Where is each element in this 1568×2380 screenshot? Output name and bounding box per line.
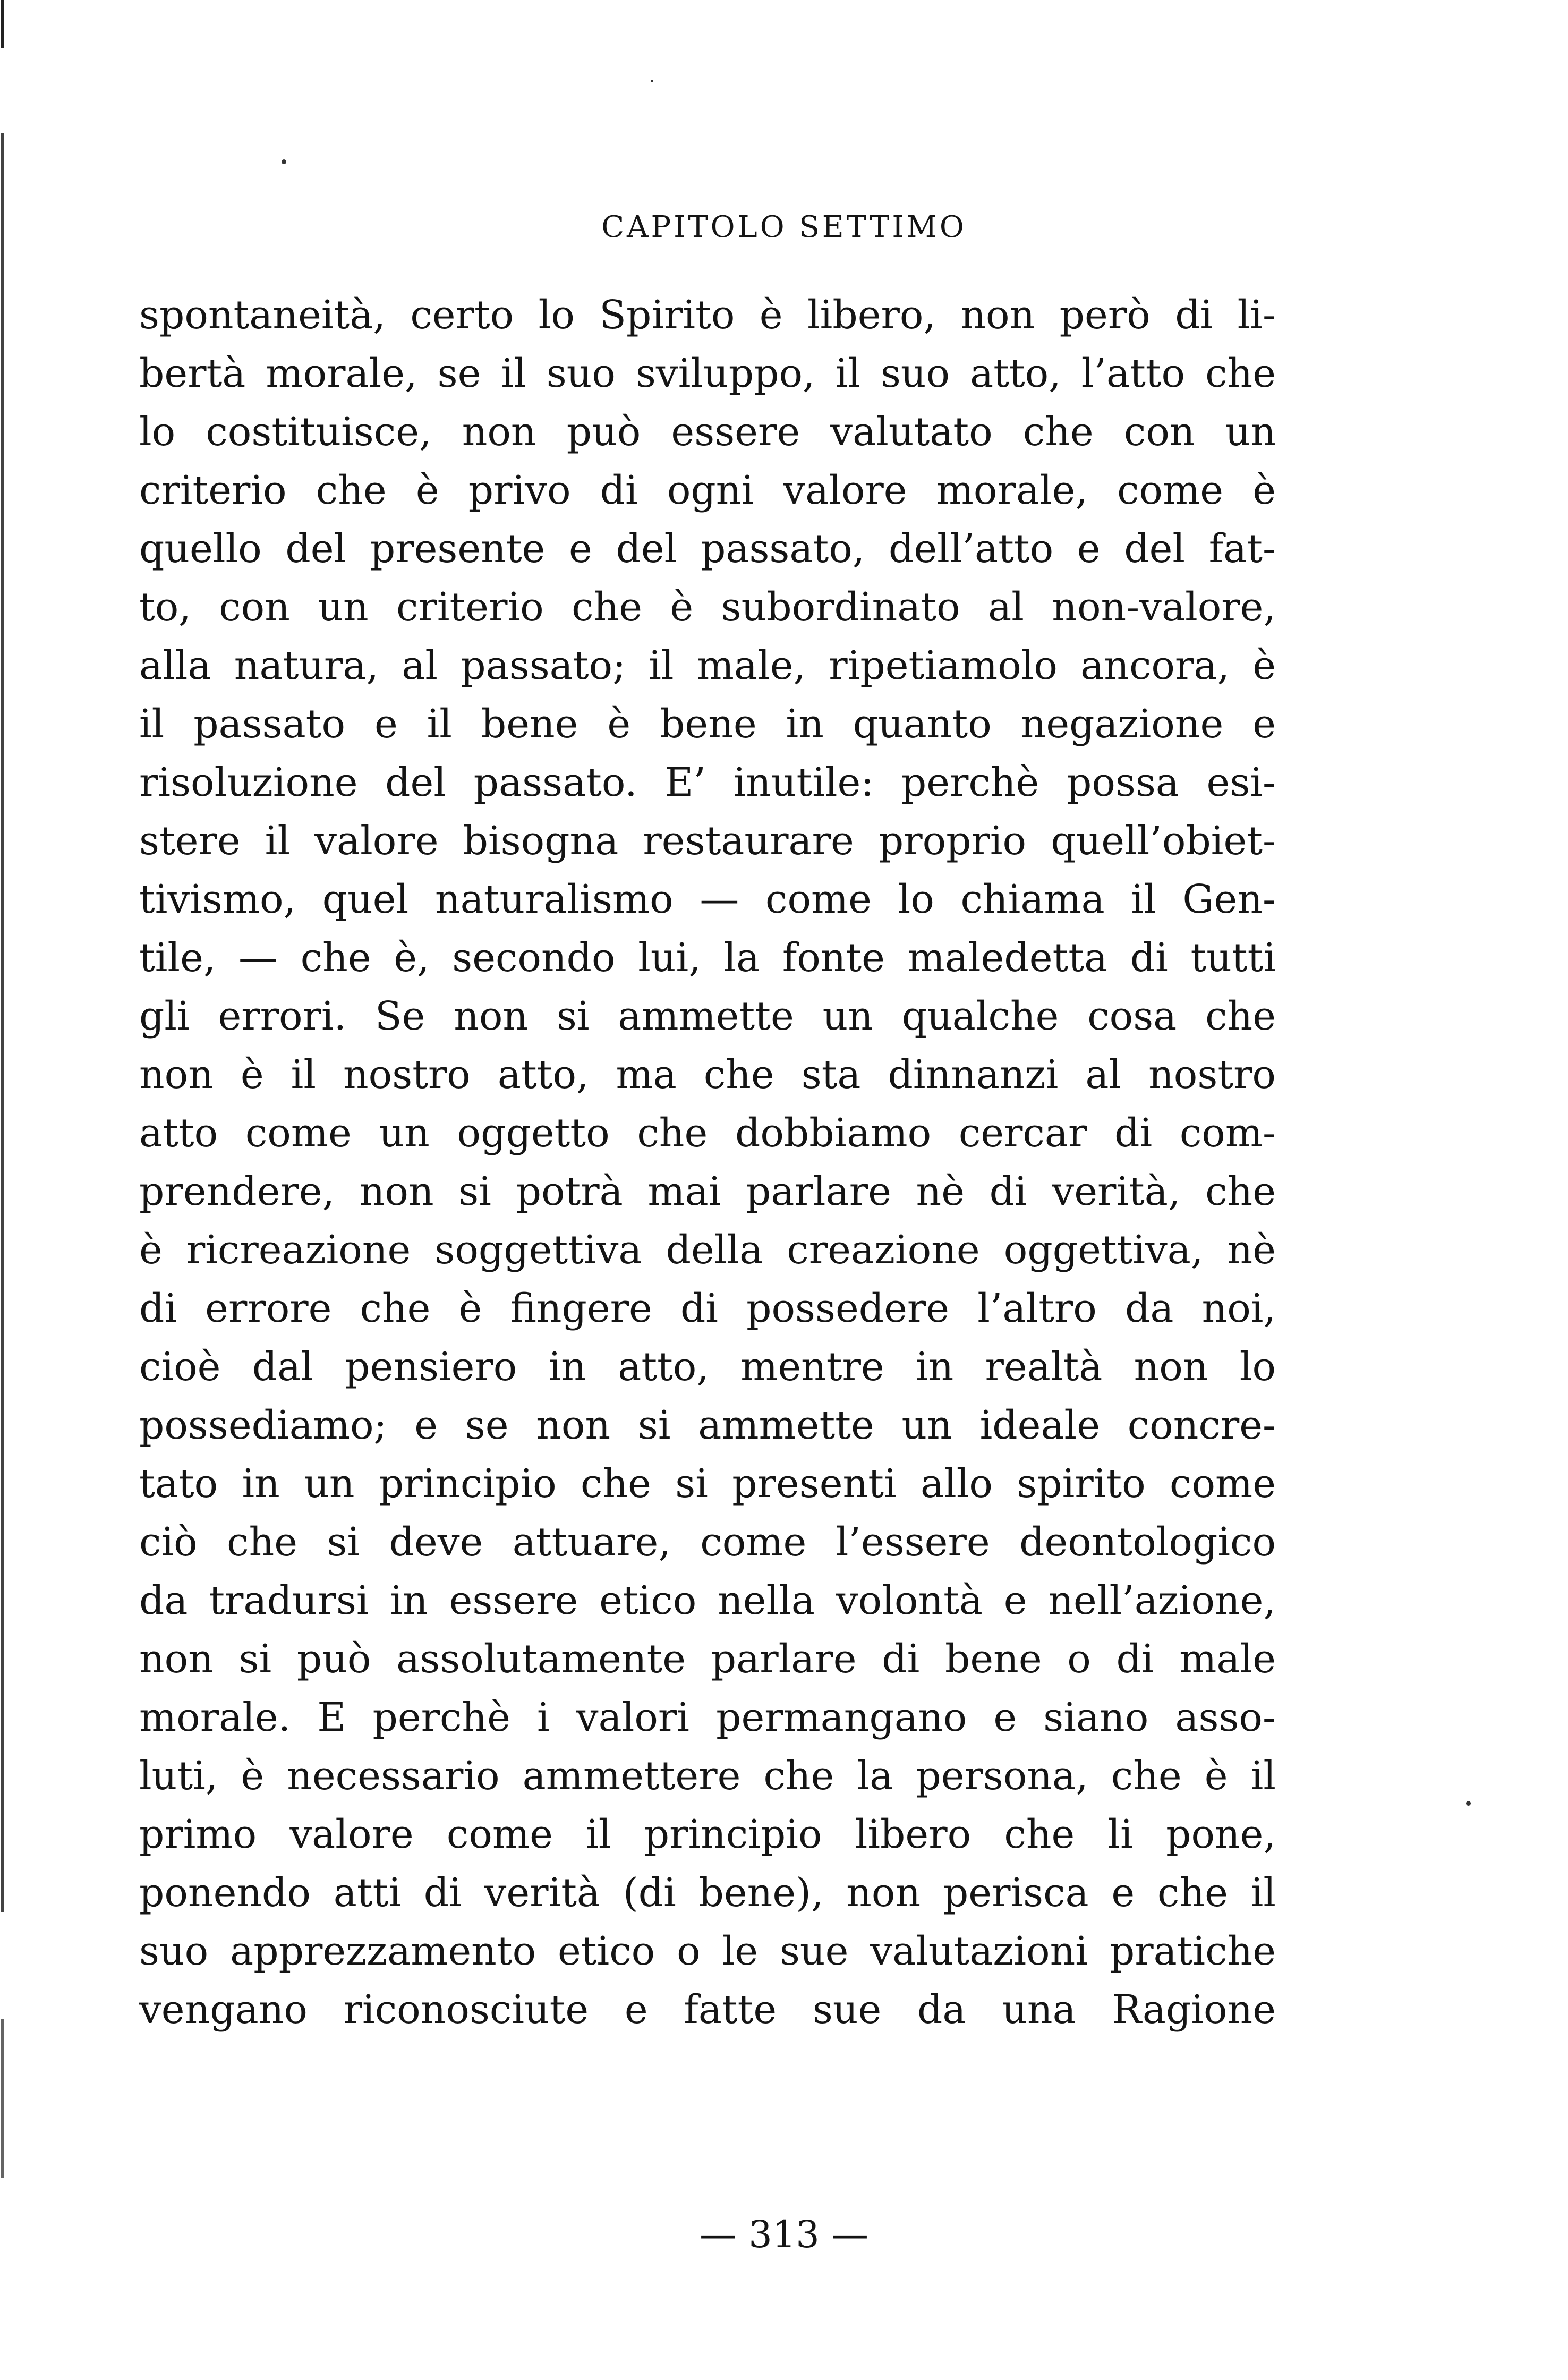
text-line: possediamo; e se non si ammette un ideale concre- xyxy=(139,1402,1276,1448)
page-edge-mark xyxy=(1,0,4,48)
scan-speck xyxy=(282,159,286,164)
text-line: alla natura, al passato; il male, ripetiamolo ancora, è xyxy=(139,643,1276,688)
text-line: non si può assolutamente parlare di bene o di male xyxy=(139,1636,1276,1682)
text-line: ciò che si deve attuare, come l’essere deontologico xyxy=(139,1519,1276,1565)
text-line: è ricreazione soggettiva della creazione oggettiva, nè xyxy=(139,1227,1276,1273)
text-line: risoluzione del passato. E’ inutile: perchè possa esi- xyxy=(139,760,1276,805)
text-line: morale. E perchè i valori permangano e siano asso- xyxy=(139,1695,1276,1740)
text-line: luti, è necessario ammettere che la persona, che è il xyxy=(139,1753,1276,1799)
page-number: — 313 — xyxy=(699,2213,869,2256)
text-line: lo costituisce, non può essere valutato che con un xyxy=(139,409,1276,455)
page-edge-mark xyxy=(1,2019,4,2178)
body-text xyxy=(139,286,1276,2039)
text-line: cioè dal pensiero in atto, mentre in realtà non lo xyxy=(139,1344,1276,1390)
text-line: gli errori. Se non si ammette un qualche cosa che xyxy=(139,993,1276,1039)
text-line: tato in un principio che si presenti allo spirito come xyxy=(139,1461,1276,1507)
text-line: di errore che è fingere di possedere l’altro da noi, xyxy=(139,1286,1276,1331)
text-line: il passato e il bene è bene in quanto negazione e xyxy=(139,701,1276,747)
text-line: criterio che è privo di ogni valore morale, come è xyxy=(139,468,1276,513)
text-line: bertà morale, se il suo sviluppo, il suo atto, l’atto che xyxy=(139,351,1276,396)
text-line: tivismo, quel naturalismo — come lo chiama il Gen- xyxy=(139,877,1276,922)
text-line: tile, — che è, secondo lui, la fonte maledetta di tutti xyxy=(139,935,1276,981)
text-line: to, con un criterio che è subordinato al non-valore, xyxy=(139,584,1276,630)
text-line: primo valore come il principio libero che li pone, xyxy=(139,1812,1276,1857)
text-line: da tradursi in essere etico nella volontà e nell’azione, xyxy=(139,1578,1276,1624)
text-line: suo apprezzamento etico o le sue valutazioni pratiche xyxy=(139,1928,1276,1974)
text-line: prendere, non si potrà mai parlare nè di verità, che xyxy=(139,1169,1276,1214)
text-line: ponendo atti di verità (di bene), non perisca e che il xyxy=(139,1870,1276,1916)
running-head: CAPITOLO SETTIMO xyxy=(601,210,967,244)
text-line: non è il nostro atto, ma che sta dinnanzi al nostro xyxy=(139,1052,1276,1098)
scan-speck xyxy=(1466,1801,1471,1806)
scan-speck xyxy=(651,80,653,82)
text-line: spontaneità, certo lo Spirito è libero, non però di li- xyxy=(139,292,1276,338)
page-edge-mark xyxy=(1,133,4,1912)
text-line: quello del presente e del passato, dell’atto e del fat- xyxy=(139,526,1276,572)
text-line: vengano riconosciute e fatte sue da una Ragione xyxy=(139,1987,1276,2033)
text-line: atto come un oggetto che dobbiamo cercar di com- xyxy=(139,1110,1276,1156)
text-line: stere il valore bisogna restaurare proprio quell’obiet- xyxy=(139,818,1276,864)
